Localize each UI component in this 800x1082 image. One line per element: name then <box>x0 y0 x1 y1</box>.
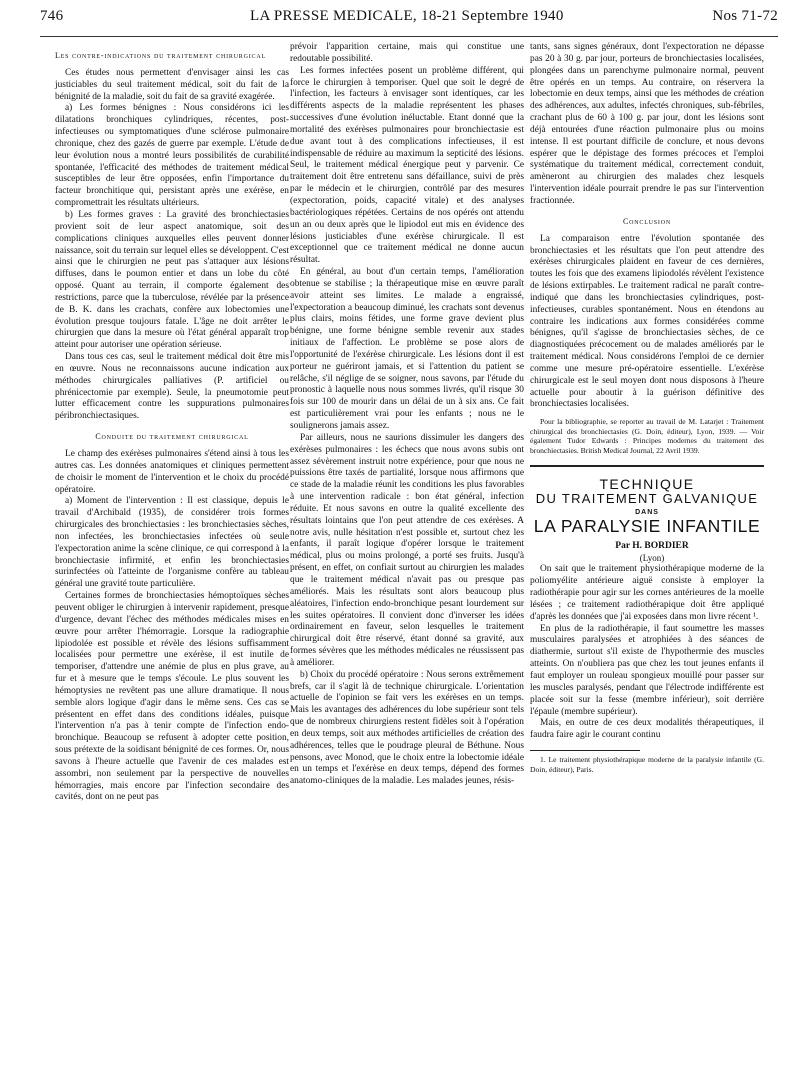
article-title-line1: TECHNIQUE <box>599 476 695 493</box>
article-author: Par H. BORDIER <box>615 540 689 551</box>
article-title-dans: DANS <box>635 509 659 516</box>
footnote: 1. Le traitement physiothérapique moderne de la paralysie infantile (G. Doin, éditeur), Paris. <box>530 755 764 774</box>
footnote-rule <box>530 750 640 751</box>
column-3 <box>530 42 764 774</box>
article-title-line2: DU TRAITEMENT GALVANIQUE <box>535 491 759 507</box>
page-header <box>40 8 778 34</box>
journal-title: LA PRESSE MEDICALE, 18-21 Septembre 1940 <box>250 8 564 24</box>
paragraph: prévoir l'apparition certaine, mais qui constitue une redoutable possibilité. <box>290 42 524 64</box>
header-rule <box>40 36 778 37</box>
bibliography-note: Pour la bibliographie, se reporter au travail de M. Latarjet : Traitement chirurgical des bronchiectasies (G. Doin, éditeur), Lyon, 1939. — Voir également Tudor Edwards : Principes modernes du traitement des bronchiectasies. British Medical Journal, 22 Avril 1939. <box>530 417 764 455</box>
paragraph: b) Choix du procédé opératoire : Nous serons extrêmement brefs, car il s'agit là de technique chirurgicale. L'orientation actuelle de l'opinion se fait vers les exérèses en un temps. Mais les avantages des adhérences du lobe supérieur sont tels que de nombreux chirurgiens restent fidèles soit à l'opération en deux temps, soit aux méthodes artificielles de création des adhérences, telles que le poudrage pleural de Béthune. Nous pensons, avec Monod, que le choix entre la lobectomie idéale en un temps et l'exérèse en deux temps, dépend des formes anatomo-cliniques de la maladie. Les malades jeunes, résis- <box>290 669 524 787</box>
paragraph: Les formes infectées posent un problème différent, qui force le chirurgien à temporiser. Quel que soit le degré de l'infection, les facteurs à envisager sont identiques, car les différents aspects de la maladie représentent les phases successives d'une évolution inéluctable. Etant donné que la mortalité des exérèses pulmonaires pour bronchiectasie est due avant tout à des complications infectieuses, il est indispensable de réduire au maximum la septicité des lésions. Seul, le traitement médical énergique peut y parvenir. Ce traitement doit être entretenu sans défaillance, suivi de près par le médecin et le chirurgien, contrôlé par des mesures (expectoration, poids, capacité vitale) et des analyses bactériologiques répétées. Certains de nos opérés ont attendu un an ou deux après que le lipiodol eut mis en évidence des lésions justiciables d'une exérèse chirurgicale. Il est exceptionnel que ce traitement médical ne donne aucun résultat. <box>290 65 524 266</box>
paragraph: b) Les formes graves : La gravité des bronchiectasies provient soit de leur aspect anatomique, soit des complications cliniques auxquelles elles peuvent donner naissance, soit du terrain sur lequel elles se développent. C'est ainsi que le chirurgien ne peut pas s'attaquer aux lésions diffuses, dans le poumon entier et dans un lobe du côté opposé. Quant au terrain, il comporte également des restrictions, parce que la tuberculose, révélée par la présence de B. K. dans les crachats, confère aux lobectomies une évolution presque toujours fatale. L'âge ne doit arrêter le chirurgien que dans la mesure où l'état général apparaît trop atteint pour autoriser une opération sérieuse. <box>55 209 289 351</box>
paragraph: Certaines formes de bronchiectasies hémoptoïques sèches peuvent obliger le chirurgien à intervenir rapidement, presque d'urgence, devant l'échec des méthodes médicales mises en œuvre pour arrêter l'hémorragie. Lorsque la radiographie lipiodolée est possible et révèle des lésions suffisamment localisées pour permettre une exérèse, il est inutile de temporiser, d'attendre une anémie de plus en plus grave, au fur et à mesure que le temps s'écoule. Le plus souvent les hémoptysies ne revêtent pas une allure dramatique. Il nous semble alors logique d'agir dans le même sens. Ces cas se présentent en effet dans des conditions idéales, puisque l'intervention n'a pas à tenir compte de l'infection endo-bronchique. Beaucoup se refusent à adopter cette position, sous prétexte de la soidisant bénignité de ces formes. Or, nous savons à l'heure actuelle que l'avenir de ces malades est assombri, non seulement par la perspective de nouvelles hémorragies, mais encore par l'infection secondaire des cavités, dont on ne peut pas <box>55 591 289 803</box>
paragraph: La comparaison entre l'évolution spontanée des bronchiectasies et les résultats que l'on peut attendre des exérèses chirurgicales plaident en faveur de ces dernières, toutes les fois que des examens lipiodolés révèlent l'existence de lésions extirpables. Le traitement radical ne paraît contre-indiqué que dans les bronchiectasies cylindriques, post-infectieuses, curables spontanément. Nous en étendons au contraire les indications aux formes considérées comme bénignes, qu'il s'agisse de bronchiectasies sèches, de ce diagnostiquées précocement ou de malades améliorés par le traitement médical. Nous considérons l'emploi de ce dernier comme une mesure pré-opératoire essentielle. L'exérèse chirurgicale est le seul moyen dont nous disposons à l'heure actuelle pour aboutir à la guérison définitive des bronchiectasies localisées. <box>530 233 764 410</box>
paragraph: tants, sans signes généraux, dont l'expectoration ne dépasse pas 20 à 30 g. par jour, porteurs de bronchiectasies localisées, plongées dans un parenchyme pulmonaire normal, peuvent être opérés en un temps. Au contraire, on réservera la lobectomie en deux temps, ainsi que les méthodes de création des adhérences, aux adultes, infectés chroniques, sub-fébriles, crachant plus de 60 à 100 g. par jour, dont les lésions sont déjà entourées d'une réaction pulmonaire plus ou moins intense. Il est pourtant difficile de conclure, et nous devons espérer que le dépistage des formes précoces et l'emploi systématique du traitement médical, correctement conduit, amèneront au chirurgien des malades chez lesquels l'intervention idéale pourrait prendre le pas sur l'intervention fractionnée. <box>530 42 764 206</box>
page-number: 746 <box>40 8 64 24</box>
paragraph: On sait que le traitement physiothérapique moderne de la poliomyélite antérieure aiguë consiste à employer la radiothérapie pour agir sur les cornes antérieures de la moelle lésées ; ce traitement radiothérapique doit être appliqué d'après les données que j'ai exposées dans mon livre récent ¹. <box>530 564 764 622</box>
paragraph: Ces études nous permettent d'envisager ainsi les cas justiciables du seul traitement médical, soit du fait de la bénignité de la maladie, soit du fait de sa gravité exagérée. <box>55 67 289 102</box>
paragraph: a) Les formes bénignes : Nous considérons ici les dilatations bronchiques cylindriques, récentes, post-infectieuses ou symptomatiques d'une sclérose pulmonaire chronique, chez des gazés de guerre par exemple. L'étude de leur évolution nous a montré leurs possibilités de curabilité spontanée, l'efficacité des méthodes de traitement médical susceptibles de leur être opposées, enfin l'importance du facteur bronchitique qui, persistant après une exérèse, en compromettrait les résultats ultérieurs. <box>55 103 289 209</box>
column-2 <box>290 42 524 788</box>
paragraph: Dans tous ces cas, seul le traitement médical doit être mis en œuvre. Nous ne reconnaissons aucune indication aux méthodes chirurgicales palliatives (P. artificiel ou phrénicectomie par exemple). Seule, la pneumotomie peut lutter efficacement contre les suppurations pulmonaires péribronchiectasiques. <box>55 352 289 422</box>
article-location: (Lyon) <box>639 552 665 563</box>
issue-number: Nos 71-72 <box>712 8 778 24</box>
article-separator <box>530 465 764 467</box>
paragraph: Mais, en outre de ces deux modalités thérapeutiques, il faudra faire agir le courant continu <box>530 718 764 741</box>
paragraph: a) Moment de l'intervention : Il est classique, depuis le travail d'Archibald (1935), de considérer trois formes chirurgicales des bronchiectasies : les bronchiectasies sèches, non infectées, les bronchiectasies infectées où seule l'expectoration anime la scène clinique, ce qui correspond à la bronchiectasie infirmité, et enfin les bronchiectasies surinfectées où l'atteinte de l'organisme confère au tableau général une gravité toute particulière. <box>55 496 289 590</box>
paragraph: En général, au bout d'un certain temps, l'amélioration obtenue se stabilise ; la thérapeutique mise en œuvre paraît avoir atteint ses limites. Le malade a engraissé, l'expectoration a beaucoup diminué, les crachats sont devenus plus clairs, moins fétides, une forme grave devient plus bénigne, une forme bénigne semble revenir aux stades initiaux de l'affection. Le problème se pose alors de l'opportunité de l'exérèse chirurgicale. Les lésions dont il est porteur ne guériront jamais, et si l'attention du patient se relâche, s'il néglige de se soigner, nous savons, par l'étude du pronostic à laquelle nous nous sommes livrés, qu'il risque 30 fois sur 100 de mourir dans un délai de un à six ans. Ce fait est particulièrement vrai pour les enfants ; nous ne le soulignerons jamais assez. <box>290 267 524 431</box>
section-heading-contre-indications: Les contre-indications du traitement chirurgical <box>55 51 266 60</box>
column-1 <box>55 42 289 804</box>
paragraph: En plus de la radiothérapie, il faut soumettre les masses musculaires paralysées et atrophiées à des séances de diathermie, surtout s'il existe de l'hypothermie des muscles atteints. On n'oubliera pas que chez les tout jeunes enfants il faut employer un rouleau spongieux mouillé pour passer sur les muscles paralysés, pendant que l'électrode indifférente est placée soit sur la fesse (membre inférieur), soit derrière l'épaule (membre supérieur). <box>530 623 764 717</box>
section-heading-conduite: Conduite du traitement chirurgical <box>95 432 249 442</box>
paragraph: Le champ des exérèses pulmonaires s'étend ainsi à tous les autres cas. Les données anatomiques et cliniques permettent de choisir le moment de l'intervention et le choix du procédé opératoire. <box>55 449 289 495</box>
paragraph: Par ailleurs, nous ne saurions dissimuler les dangers des exérèses pulmonaires : les échecs que nous avons subis ont assez sévèrement instruit notre expérience, pour que nous ne puissions être taxés de partialité, lorsque nous affirmons que ce stade de la maladie réunit les conditions les plus favorables à une intervention radicale : bon état général, infection réduite. Et nous savons en outre la qualité excellente des résultats lointains que l'on peut attendre de ces exérèses. A notre avis, nulle hésitation n'est possible et, surtout chez les enfants, il paraît logique d'opérer lorsque le traitement médical, plus ou moins prolongé, a porté ses fruits. Jusqu'à présent, en effet, on confiait surtout au chirurgien les malades que le traitement médical n'avait pas ou presque pas améliorés. Mais les résultats sont alors beaucoup plus aléatoires, l'infection endo-bronchique pesant lourdement sur les suites opératoires. Il convient donc d'inverser les idées ordinairement en faveur, selon lesquelles le traitement chirurgical doit être réservé, étant donné sa gravité, aux formes sévères que les méthodes médicales ne réussissent pas à améliorer. <box>290 432 524 668</box>
article-title-line3: LA PARALYSIE INFANTILE <box>533 515 761 536</box>
section-heading-conclusion: Conclusion <box>622 216 671 226</box>
